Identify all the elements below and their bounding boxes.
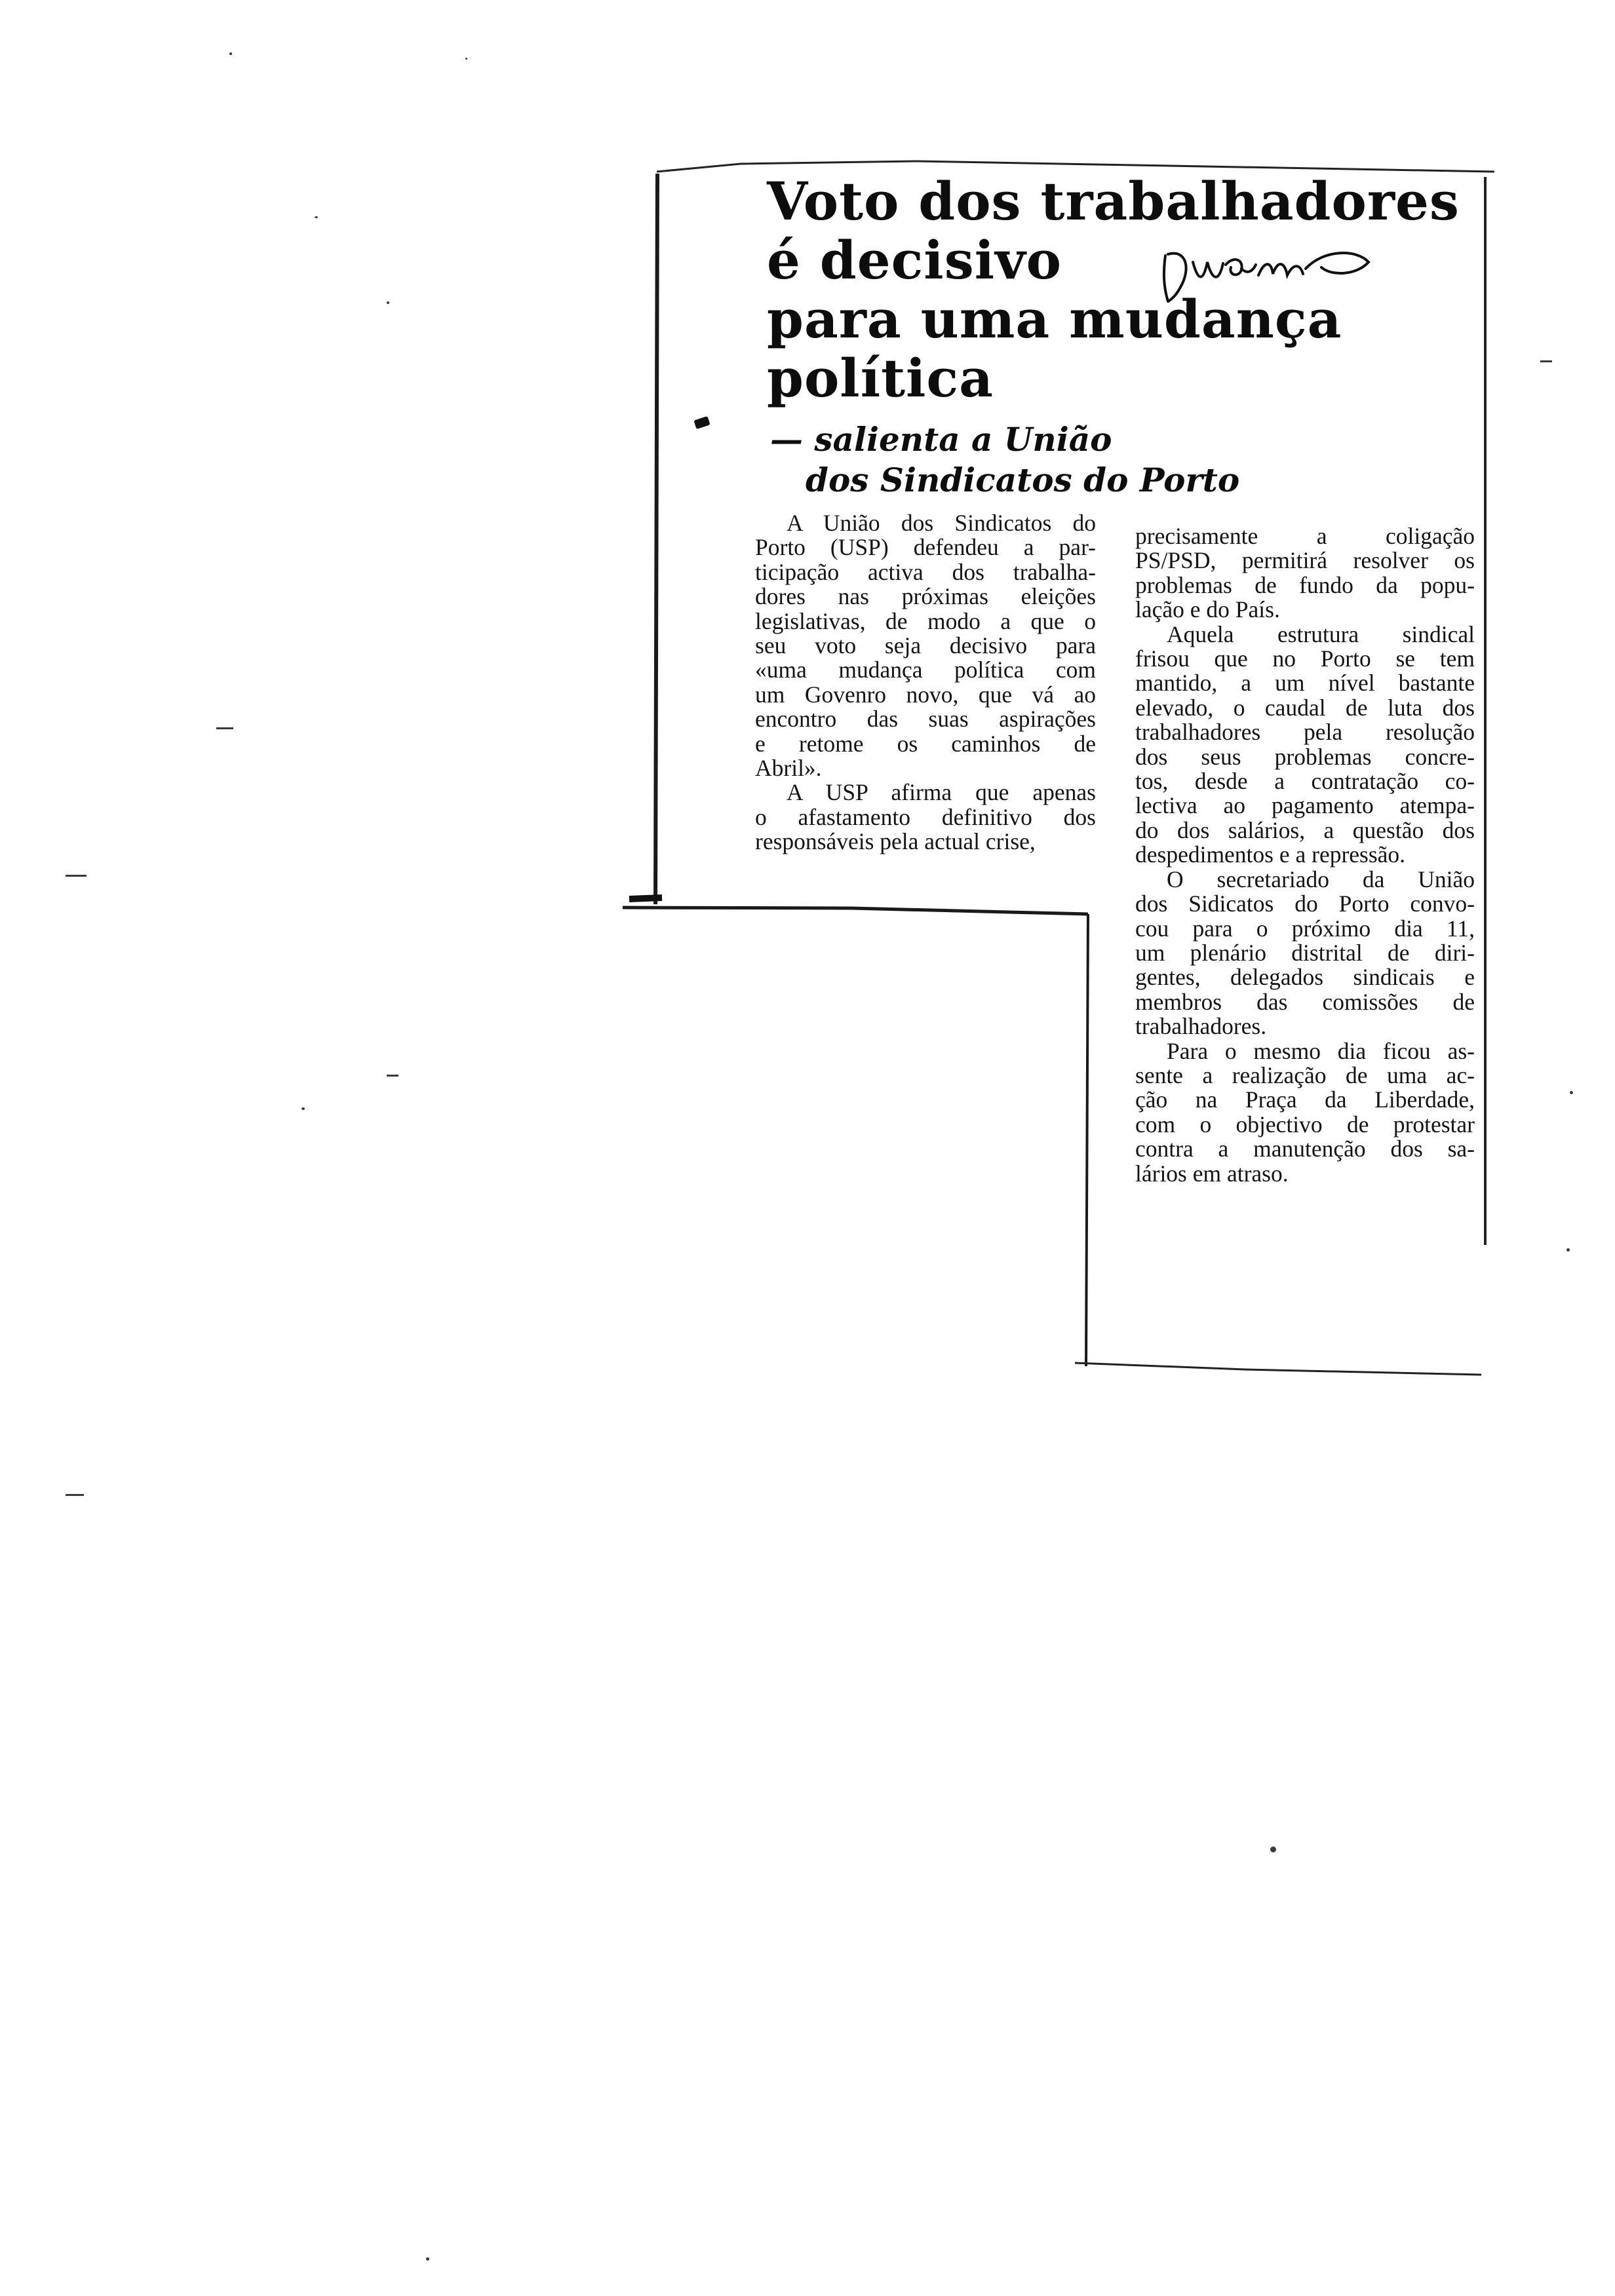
text-line: PS/PSD, permitirá resolver os (1135, 547, 1475, 574)
text-line: dos Sidicatos do Porto convo- (1135, 890, 1475, 917)
paragraph (755, 780, 1096, 854)
text-line: Abril». (755, 755, 822, 782)
text-line: um plenário distrital de diri- (1135, 939, 1475, 966)
text-line: ção na Praça da Liberdade, (1135, 1086, 1475, 1113)
text-line: Para o mesmo dia ficou as- (1167, 1037, 1475, 1064)
text-line: o afastamento definitivo dos (755, 803, 1096, 830)
headline-line-4: política (767, 347, 994, 409)
text-line: problemas de fundo da popu- (1135, 571, 1475, 598)
article-column-right (1135, 524, 1475, 1186)
text-line: lários em atraso. (1135, 1160, 1289, 1187)
subhead-line-2: dos Sindicatos do Porto (806, 461, 1240, 499)
text-line: Aquela estrutura sindical (1167, 621, 1475, 647)
text-line: gentes, delegados sindicais e (1135, 964, 1475, 991)
subhead-line-1: — salienta a União (770, 420, 1112, 459)
text-line: trabalhadores pela resolução (1135, 719, 1475, 746)
text-line: membros das comissões de (1135, 988, 1475, 1015)
text-line: encontro das suas aspirações (755, 706, 1096, 733)
text-line: seu voto seja decisivo para (755, 632, 1096, 659)
text-line: cou para o próximo dia 11, (1135, 915, 1475, 942)
text-line: responsáveis pela actual crise, (755, 828, 1036, 855)
text-line: A União dos Sindicatos do (787, 510, 1096, 536)
text-line: um Govenro novo, que vá ao (755, 681, 1096, 708)
text-line: frisou que no Porto se tem (1135, 645, 1475, 672)
text-line: trabalhadores. (1135, 1013, 1267, 1040)
headline-line-2: é decisivo (767, 229, 1062, 291)
text-line: contra a manutenção dos sa- (1135, 1136, 1475, 1162)
text-line: O secretariado da União (1167, 866, 1475, 892)
article-column-left (755, 511, 1096, 854)
paragraph (1135, 868, 1475, 1039)
paragraph (1135, 622, 1475, 868)
subheadline (770, 419, 1239, 501)
text-line: dos seus problemas concre- (1135, 743, 1475, 770)
text-line: lectiva ao pagamento atempa- (1135, 792, 1475, 819)
headline-line-1: Voto dos trabalhadores (767, 170, 1460, 232)
text-line: lação e do País. (1135, 596, 1280, 623)
text-line: com o objectivo de protestar (1135, 1111, 1475, 1138)
text-line: legislativas, de modo a que o (755, 607, 1096, 634)
paragraph (755, 511, 1096, 780)
text-line: ticipação activa dos trabalha- (755, 558, 1096, 585)
text-line: do dos salários, a questão dos (1135, 816, 1475, 843)
text-line: Porto (USP) defendeu a par- (755, 534, 1096, 561)
text-line: despedimentos e a repressão. (1135, 841, 1406, 868)
paragraph (1135, 1039, 1475, 1186)
text-line: dores nas próximas eleições (755, 583, 1096, 610)
text-line: elevado, o caudal de luta dos (1135, 694, 1475, 721)
text-line: A USP afirma que apenas (787, 779, 1096, 806)
paragraph (1135, 524, 1475, 622)
text-line: precisamente a coligação (1135, 523, 1475, 549)
text-line: e retome os caminhos de (755, 730, 1096, 757)
text-line: tos, desde a contratação co- (1135, 768, 1475, 795)
headline-line-3: para uma mudança (767, 288, 1342, 350)
text-line: sente a realização de uma ac- (1135, 1062, 1475, 1088)
handwritten-diario-signature (1160, 236, 1376, 315)
text-line: «uma mudança política com (755, 657, 1096, 683)
text-line: mantido, a um nível bastante (1135, 670, 1475, 697)
